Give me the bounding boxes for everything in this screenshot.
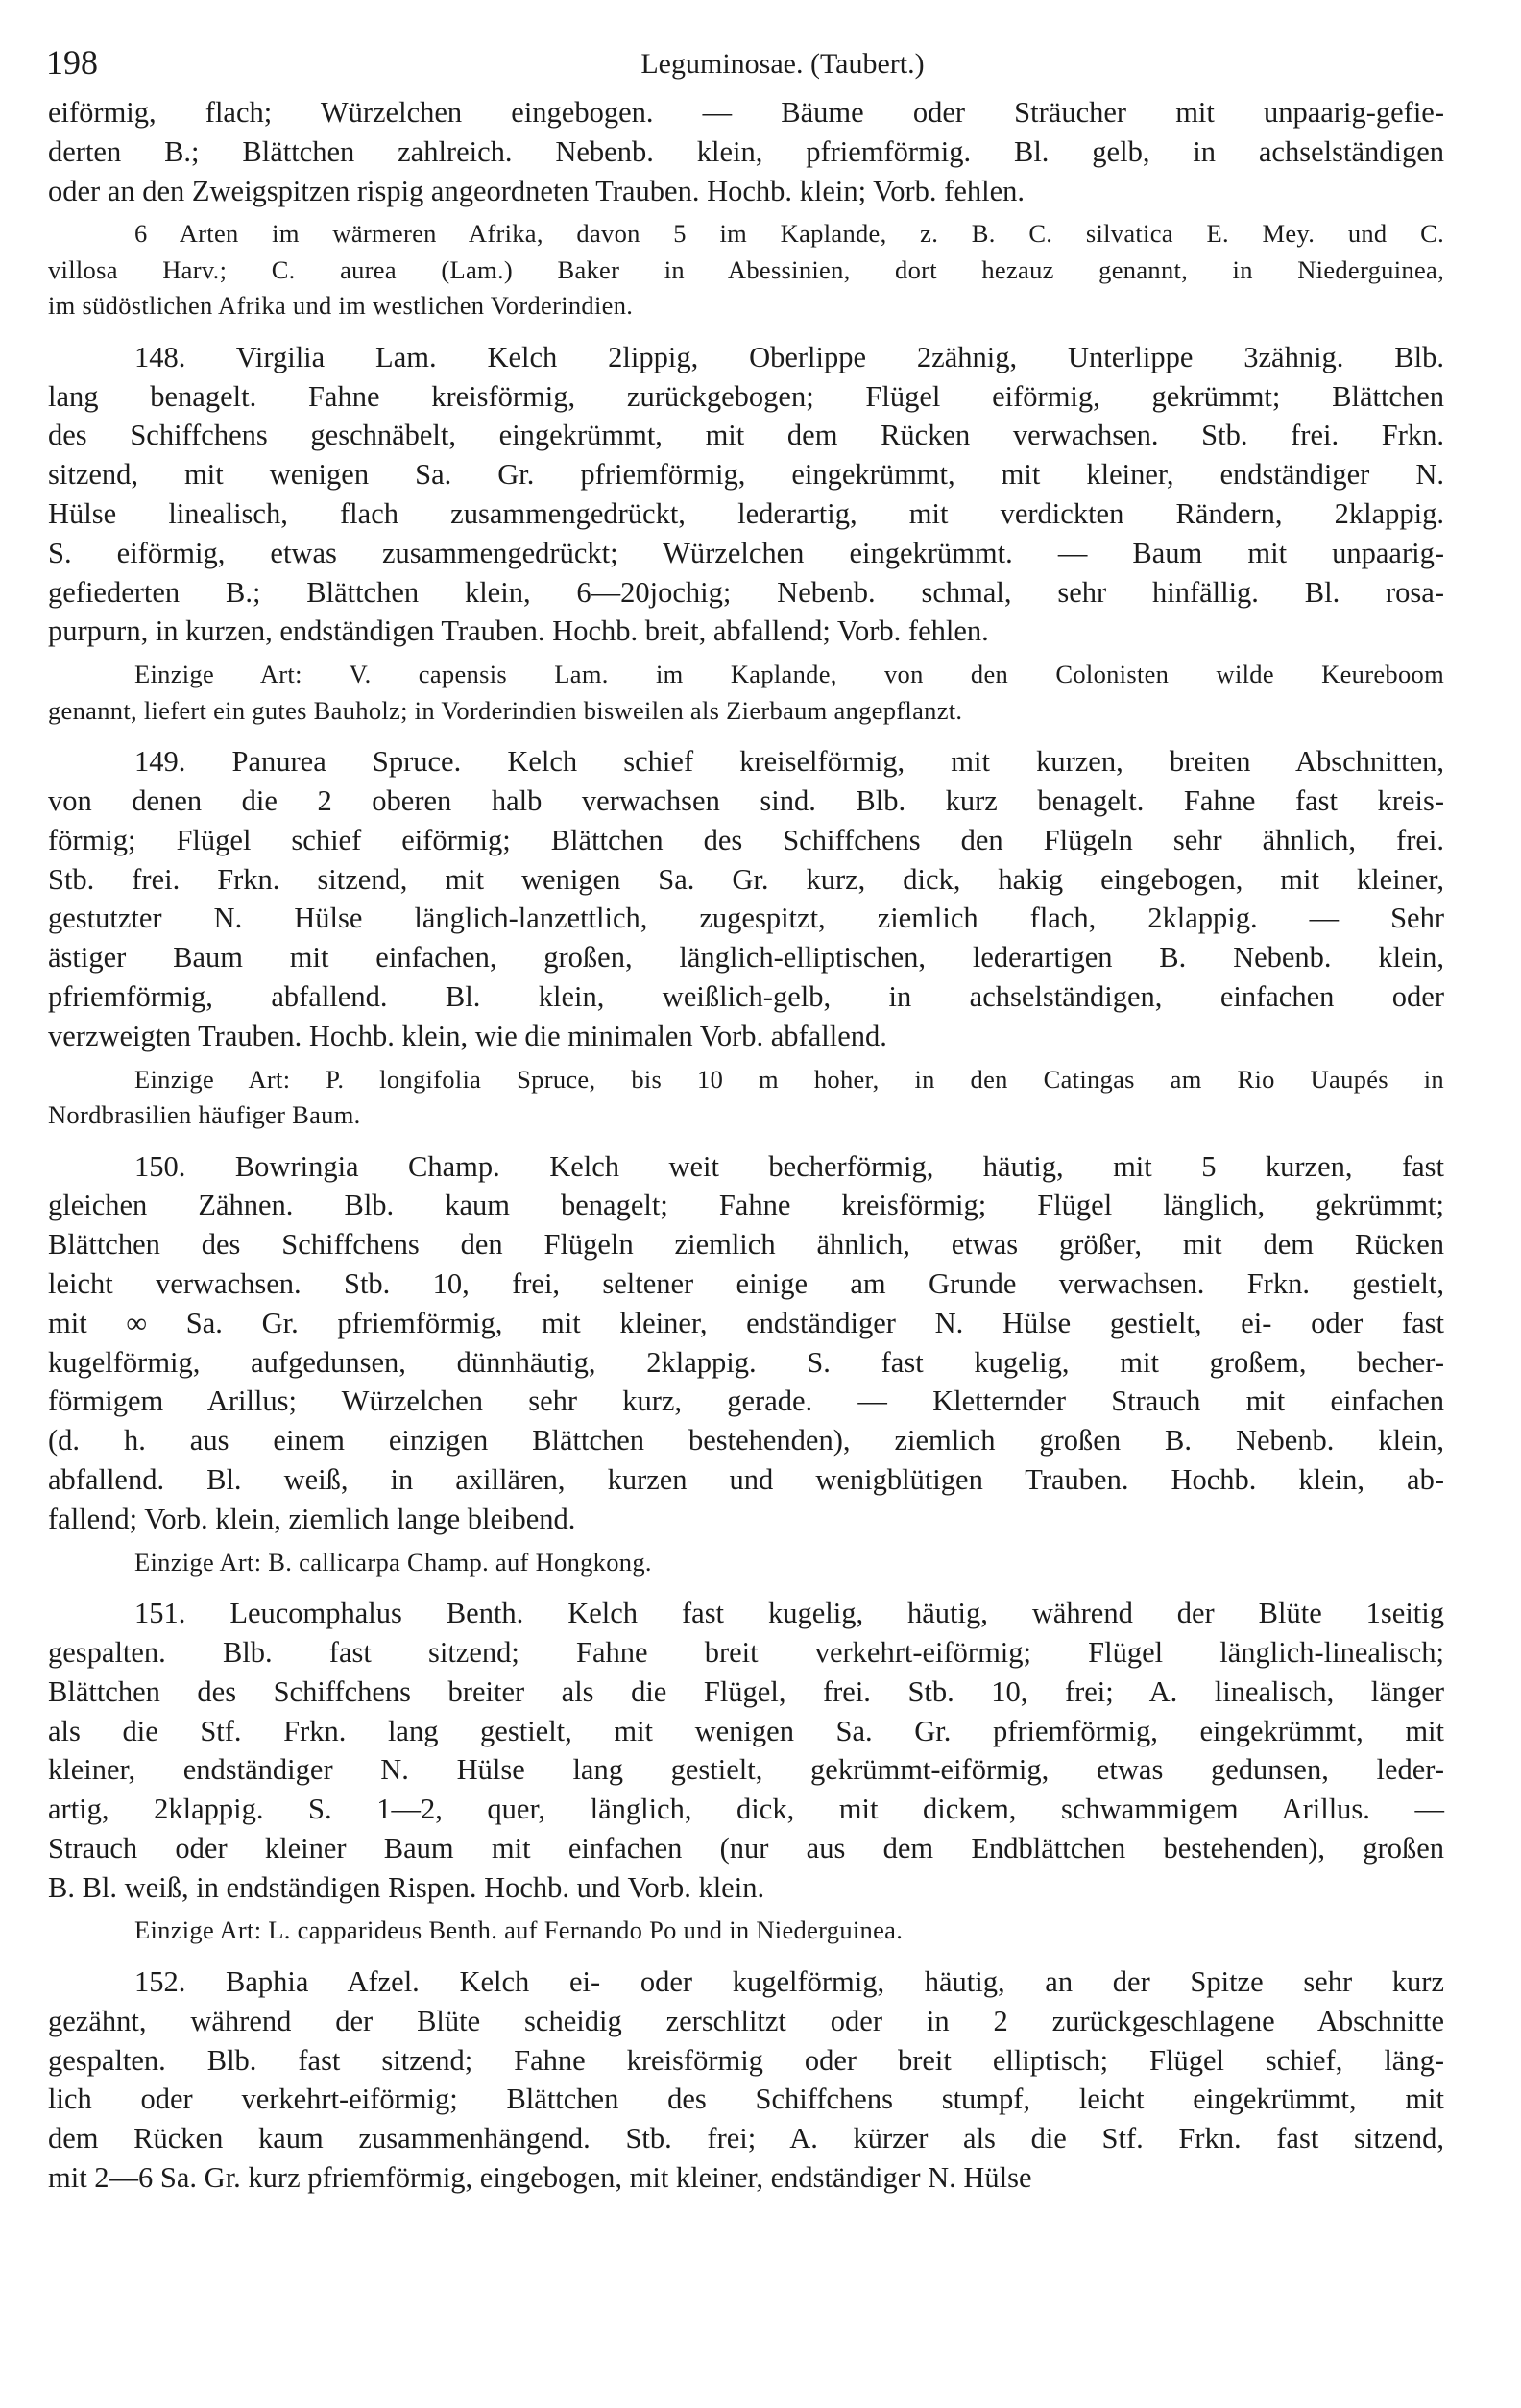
text-line: gespalten. Blb. fast sitzend; Fahne kreisförmig oder breit elliptisch; Flügel schief, läng-	[48, 2043, 1444, 2077]
text-line: Blättchen des Schiffchens breiter als die Flügel, frei. Stb. 10, frei; A. linealisch, länger	[48, 1674, 1444, 1708]
genus-paragraph	[38, 93, 1465, 210]
text-line: 148. Virgilia Lam. Kelch 2lippig, Oberlippe 2zähnig, Unterlippe 3zähnig. Blb.	[134, 340, 1444, 373]
text-line: Einzige Art: V. capensis Lam. im Kaplande, von den Colonisten wilde Keureboom	[134, 660, 1444, 689]
genus-paragraph	[38, 742, 1465, 1055]
text-line: lang benagelt. Fahne kreisförmig, zurückgebogen; Flügel eiförmig, gekrümmt; Blättchen	[48, 379, 1444, 413]
text-line: gleichen Zähnen. Blb. kaum benagelt; Fahne kreisförmig; Flügel länglich, gekrümmt;	[48, 1189, 1444, 1222]
text-line: B. Bl. weiß, in endständigen Rispen. Hochb. und Vorb. klein.	[48, 1870, 765, 1904]
text-line: mit ∞ Sa. Gr. pfriemförmig, mit kleiner, endständiger N. Hülse gestielt, ei- oder fast	[48, 1306, 1444, 1339]
text-line: Nordbrasilien häufiger Baum.	[48, 1100, 361, 1130]
text-line: Hülse linealisch, flach zusammengedrückt, lederartig, mit verdickten Rändern, 2klappig.	[48, 497, 1444, 531]
text-line: gestutzter N. Hülse länglich-lanzettlich, zugespitzt, ziemlich flach, 2klappig. — Sehr	[48, 902, 1444, 935]
page-header	[38, 43, 1465, 93]
text-line: ästiger Baum mit einfachen, großen, länglich-elliptischen, lederartigen B. Nebenb. klein,	[48, 941, 1444, 975]
text-line: artig, 2klappig. S. 1—2, quer, länglich, dick, mit dickem, schwammigem Arillus. —	[48, 1793, 1444, 1826]
text-line: als die Stf. Frkn. lang gestielt, mit wenigen Sa. Gr. pfriemförmig, eingekrümmt, mit	[48, 1714, 1444, 1747]
text-line: eiförmig, flach; Würzelchen eingebogen. — Bäume oder Sträucher mit unpaarig-gefie-	[48, 96, 1444, 129]
text-line: mit 2—6 Sa. Gr. kurz pfriemförmig, eingebogen, mit kleiner, endständiger N. Hülse	[48, 2160, 1032, 2194]
text-line: S. eiförmig, etwas zusammengedrückt; Würzelchen eingekrümmt. — Baum mit unpaarig-	[48, 536, 1444, 569]
text-line: Einzige Art: P. longifolia Spruce, bis 10 m hoher, in den Catingas am Rio Uaupés in	[134, 1064, 1444, 1094]
text-line: 150. Bowringia Champ. Kelch weit becherförmig, häutig, mit 5 kurzen, fast	[134, 1149, 1444, 1183]
text-line: purpurn, in kurzen, endständigen Trauben. Hochb. breit, abfallend; Vorb. fehlen.	[48, 614, 989, 648]
genus-paragraph	[38, 1594, 1465, 1907]
text-line: pfriemförmig, abfallend. Bl. klein, weißlich-gelb, in achselständigen, einfachen oder	[48, 980, 1444, 1014]
species-note	[38, 1545, 1465, 1581]
body-text	[38, 93, 1465, 2198]
text-line: lich oder verkehrt-eiförmig; Blättchen des Schiffchens stumpf, leicht eingekrümmt, mit	[48, 2083, 1444, 2116]
text-line: des Schiffchens geschnäbelt, eingekrümmt, mit dem Rücken verwachsen. Stb. frei. Frkn.	[48, 419, 1444, 452]
species-note	[38, 1062, 1465, 1134]
text-line: leicht verwachsen. Stb. 10, frei, seltener einige am Grunde verwachsen. Frkn. gestielt,	[48, 1267, 1444, 1301]
text-line: verzweigten Trauben. Hochb. klein, wie die minimalen Vorb. abfallend.	[48, 1019, 887, 1052]
text-line: Blättchen des Schiffchens den Flügeln ziemlich ähnlich, etwas größer, mit dem Rücken	[48, 1228, 1444, 1262]
text-line: 6 Arten im wärmeren Afrika, davon 5 im Kaplande, z. B. C. silvatica E. Mey. und C.	[134, 219, 1444, 249]
text-line: von denen die 2 oberen halb verwachsen sind. Blb. kurz benagelt. Fahne fast kreis-	[48, 784, 1444, 818]
text-line: förmig; Flügel schief eiförmig; Blättchen des Schiffchens den Flügeln sehr ähnlich, frei.	[48, 823, 1444, 856]
text-line: 152. Baphia Afzel. Kelch ei- oder kugelförmig, häutig, an der Spitze sehr kurz	[134, 1964, 1444, 1998]
text-line: kleiner, endständiger N. Hülse lang gestielt, gekrümmt-eiförmig, etwas gedunsen, leder-	[48, 1753, 1444, 1787]
text-line: villosa Harv.; C. aurea (Lam.) Baker in Abessinien, dort hezauz genannt, in Niederguinea,	[48, 254, 1444, 284]
document-page	[38, 43, 1465, 2198]
text-line: derten B.; Blättchen zahlreich. Nebenb. klein, pfriemförmig. Bl. gelb, in achselständigen	[48, 134, 1444, 168]
text-line: sitzend, mit wenigen Sa. Gr. pfriemförmig, eingekrümmt, mit kleiner, endständiger N.	[48, 458, 1444, 492]
text-line: kugelförmig, aufgedunsen, dünnhäutig, 2klappig. S. fast kugelig, mit großem, becher-	[48, 1345, 1444, 1379]
page-number: 198	[46, 43, 98, 82]
text-line: gezähnt, während der Blüte scheidig zerschlitzt oder in 2 zurückgeschlagene Abschnitte	[48, 2004, 1444, 2037]
text-line: abfallend. Bl. weiß, in axillären, kurzen und wenigblütigen Trauben. Hochb. klein, ab-	[48, 1463, 1444, 1497]
species-note	[38, 216, 1465, 325]
genus-paragraph	[38, 1147, 1465, 1539]
text-line: Stb. frei. Frkn. sitzend, mit wenigen Sa. Gr. kurz, dick, hakig eingebogen, mit kleiner,	[48, 862, 1444, 896]
text-line: im südöstlichen Afrika und im westlichen Vorderindien.	[48, 291, 634, 321]
genus-paragraph	[38, 338, 1465, 651]
species-note	[38, 1913, 1465, 1949]
text-line: Einzige Art: B. callicarpa Champ. auf Hongkong.	[134, 1547, 652, 1577]
text-line: Strauch oder kleiner Baum mit einfachen (nur aus dem Endblättchen bestehenden), großen	[48, 1831, 1444, 1865]
text-line: fallend; Vorb. klein, ziemlich lange bleibend.	[48, 1502, 576, 1535]
text-line: oder an den Zweigspitzen rispig angeordneten Trauben. Hochb. klein; Vorb. fehlen.	[48, 174, 1025, 207]
text-line: Einzige Art: L. capparideus Benth. auf Fernando Po und in Niederguinea.	[134, 1915, 904, 1945]
text-line: (d. h. aus einem einzigen Blättchen bestehenden), ziemlich großen B. Nebenb. klein,	[48, 1424, 1444, 1457]
text-line: gespalten. Blb. fast sitzend; Fahne breit verkehrt-eiförmig; Flügel länglich-linealisch;	[48, 1635, 1444, 1669]
species-note	[38, 657, 1465, 729]
text-line: genannt, liefert ein gutes Bauholz; in Vorderindien bisweilen als Zierbaum angepflanzt.	[48, 695, 963, 725]
running-head: Leguminosae. (Taubert.)	[640, 48, 925, 80]
genus-paragraph	[38, 1963, 1465, 2198]
text-line: 151. Leucomphalus Benth. Kelch fast kugelig, häutig, während der Blüte 1seitig	[134, 1597, 1444, 1630]
text-line: 149. Panurea Spruce. Kelch schief kreiselförmig, mit kurzen, breiten Abschnitten,	[134, 745, 1444, 779]
text-line: dem Rücken kaum zusammenhängend. Stb. frei; A. kürzer als die Stf. Frkn. fast sitzend,	[48, 2122, 1444, 2155]
text-line: gefiederten B.; Blättchen klein, 6—20jochig; Nebenb. schmal, sehr hinfällig. Bl. rosa-	[48, 575, 1444, 609]
text-line: förmigem Arillus; Würzelchen sehr kurz, gerade. — Kletternder Strauch mit einfachen	[48, 1385, 1444, 1418]
